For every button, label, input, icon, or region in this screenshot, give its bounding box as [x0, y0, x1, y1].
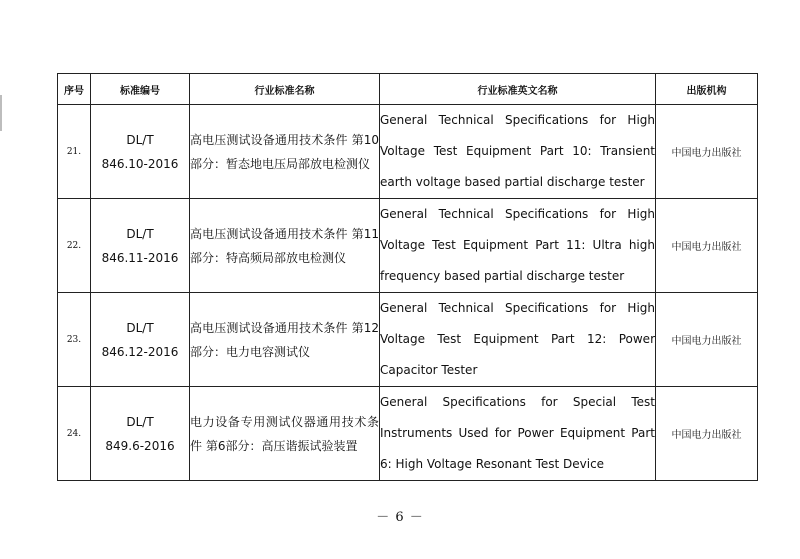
header-publisher: 出版机构	[656, 74, 758, 105]
row-code	[91, 105, 190, 199]
header-row	[58, 74, 758, 105]
page-number: － 6 －	[376, 510, 424, 525]
row-publisher: 中国电力出版社	[656, 199, 758, 293]
row-cn-name: 高电压测试设备通用技术条件 第11部分：特高频局部放电检测仪	[190, 199, 380, 293]
code-prefix: DL/T	[126, 414, 154, 429]
row-seq: 23.	[58, 293, 91, 387]
table-header	[58, 74, 758, 105]
scan-edge-mark	[0, 95, 2, 131]
row-en-name: General Technical Specifications for High Voltage Test Equipment Part 10: Transient earth voltage based partial discharge tester	[380, 105, 656, 199]
row-seq: 22.	[58, 199, 91, 293]
row-publisher: 中国电力出版社	[656, 293, 758, 387]
code-number: 849.6-2016	[105, 438, 175, 453]
row-code	[91, 199, 190, 293]
row-seq: 24.	[58, 387, 91, 481]
row-publisher: 中国电力出版社	[656, 387, 758, 481]
row-cn-name: 高电压测试设备通用技术条件 第10部分：暂态地电压局部放电检测仪	[190, 105, 380, 199]
row-en-name: General Technical Specifications for High Voltage Test Equipment Part 12: Power Capacitor Tester	[380, 293, 656, 387]
row-publisher: 中国电力出版社	[656, 105, 758, 199]
row-code	[91, 293, 190, 387]
standards-table	[57, 73, 758, 481]
row-code	[91, 387, 190, 481]
row-cn-name: 电力设备专用测试仪器通用技术条件 第6部分：高压谐振试验装置	[190, 387, 380, 481]
table-row	[58, 199, 758, 293]
header-en-name: 行业标准英文名称	[380, 74, 656, 105]
table-row	[58, 387, 758, 481]
code-number: 846.12-2016	[101, 344, 179, 359]
code-number: 846.10-2016	[101, 156, 179, 171]
code-number: 846.11-2016	[101, 250, 179, 265]
row-seq: 21.	[58, 105, 91, 199]
header-cn-name: 行业标准名称	[190, 74, 380, 105]
row-cn-name: 高电压测试设备通用技术条件 第12部分：电力电容测试仪	[190, 293, 380, 387]
table-row	[58, 293, 758, 387]
header-seq: 序号	[58, 74, 91, 105]
table-body	[58, 105, 758, 481]
code-prefix: DL/T	[126, 320, 154, 335]
code-prefix: DL/T	[126, 132, 154, 147]
table-row	[58, 105, 758, 199]
header-code: 标准编号	[91, 74, 190, 105]
row-en-name: General Technical Specifications for High Voltage Test Equipment Part 11: Ultra high frequency based partial discharge tester	[380, 199, 656, 293]
row-en-name: General Specifications for Special Test Instruments Used for Power Equipment Part 6: High Voltage Resonant Test Device	[380, 387, 656, 481]
code-prefix: DL/T	[126, 226, 154, 241]
